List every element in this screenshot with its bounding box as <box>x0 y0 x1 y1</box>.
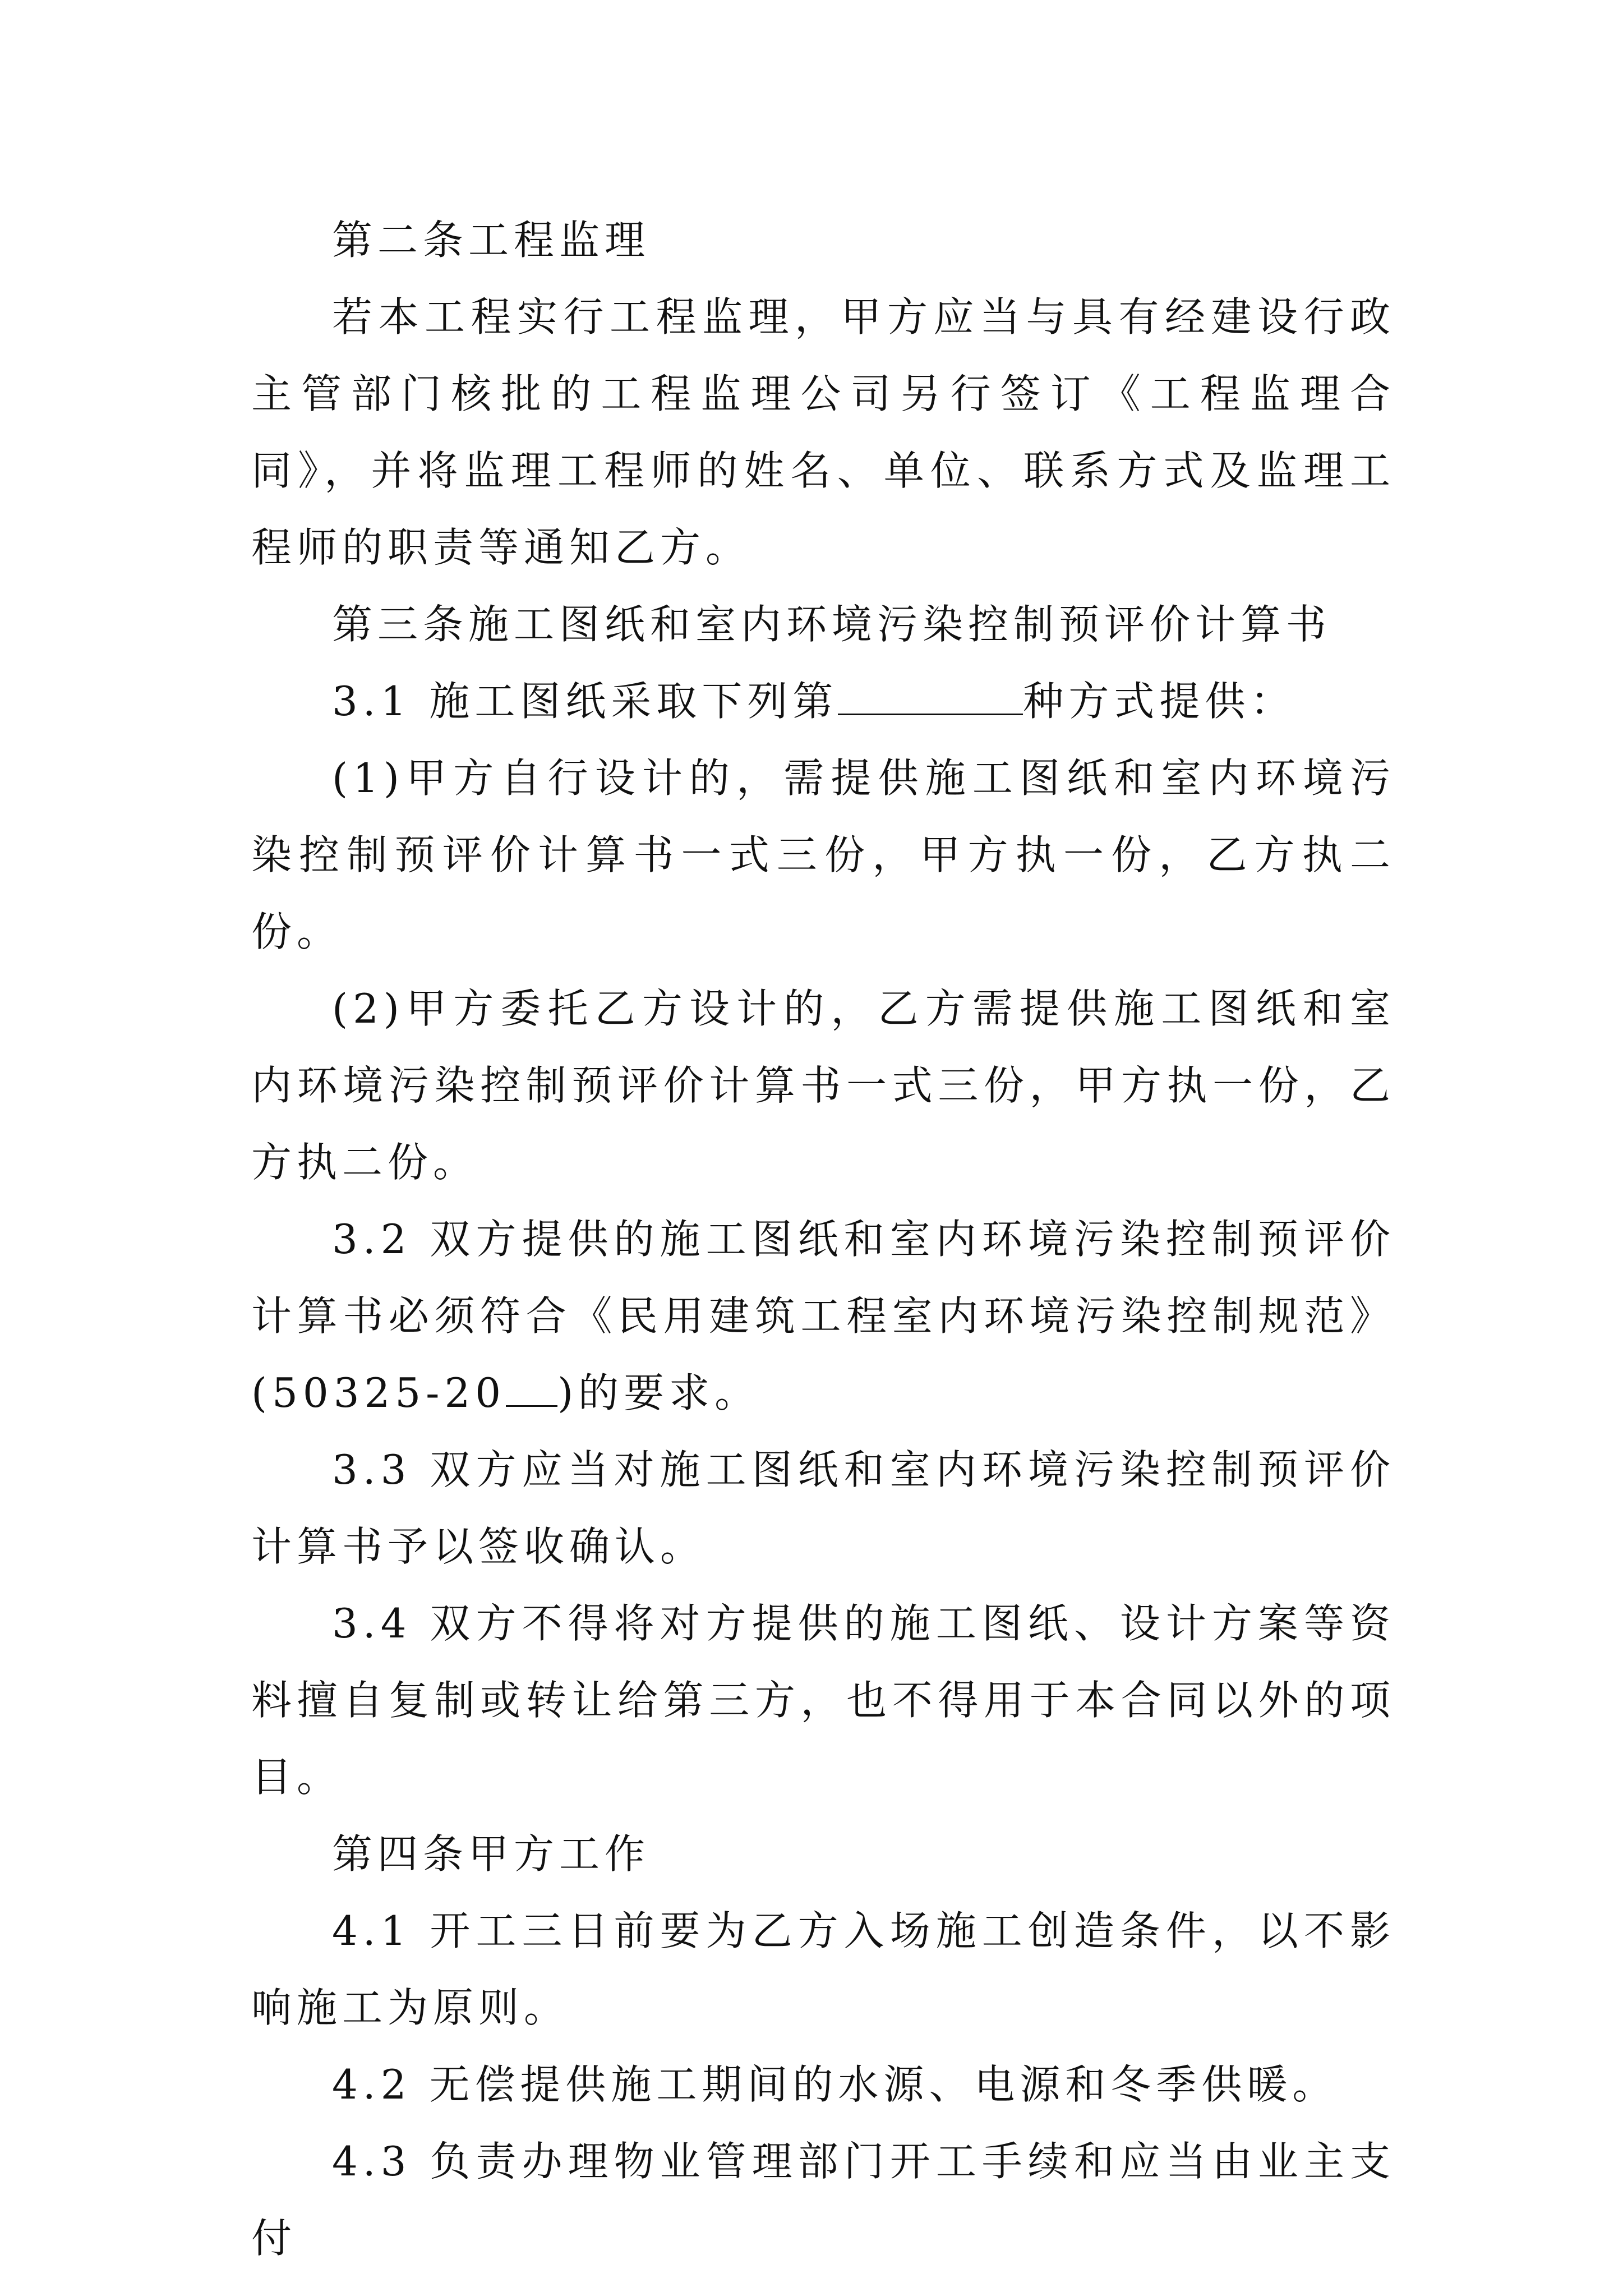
clause-3-2-text: 3.2 双方提供的施工图纸和室内环境污染控制预评价计算书必须符合《民用建筑工程室内环境污染控制规范》 <box>251 1216 1395 1340</box>
clause-3-1-text-before: 3.1 施工图纸采取下列第 <box>332 678 838 725</box>
document-body <box>251 202 1395 2277</box>
article-4-title: 第四条甲方工作 <box>332 1830 651 1878</box>
article-2-body: 若本工程实行工程监理，甲方应当与具有经建设行政主管部门核批的工程监理公司另行签订《工程监理合同》，并将监理工程师的姓名、单位、联系方式及监理工程师的职责等通知乙方。 <box>251 293 1395 571</box>
clause-3-4: 3.4 双方不得将对方提供的施工图纸、设计方案等资料擅自复制或转让给第三方，也不得用于本合同以外的项目。 <box>251 1600 1395 1801</box>
clause-4-2: 4.2 无偿提供施工期间的水源、电源和冬季供暖。 <box>332 2061 1338 2108</box>
clause-3-2 <box>251 1201 1395 1432</box>
clause-3-1-option-2: (2)甲方委托乙方设计的，乙方需提供施工图纸和室内环境污染控制预评价计算书一式三份，甲方执一份，乙方执二份。 <box>251 985 1395 1186</box>
fill-in-blank-method[interactable] <box>838 675 1023 715</box>
clause-3-1-text-after: 种方式提供： <box>1023 678 1296 725</box>
clause-4-3: 4.3 负责办理物业管理部门开工手续和应当由业主支付 <box>251 2138 1395 2262</box>
clause-3-2-code-after: )的要求。 <box>557 1369 760 1416</box>
clause-3-2-code-before: (50325-20 <box>251 1369 506 1416</box>
article-2-title: 第二条工程监理 <box>332 217 651 264</box>
fill-in-blank-year[interactable] <box>506 1367 557 1407</box>
clause-4-1: 4.1 开工三日前要为乙方入场施工创造条件，以不影响施工为原则。 <box>251 1907 1395 2031</box>
clause-3-3: 3.3 双方应当对施工图纸和室内环境污染控制预评价计算书予以签收确认。 <box>251 1446 1395 1570</box>
article-3-title: 第三条施工图纸和室内环境污染控制预评价计算书 <box>332 601 1332 648</box>
clause-3-1-option-1: (1)甲方自行设计的，需提供施工图纸和室内环境污染控制预评价计算书一式三份，甲方执一份，乙方执二份。 <box>251 754 1395 955</box>
clause-3-1 <box>251 663 1395 740</box>
